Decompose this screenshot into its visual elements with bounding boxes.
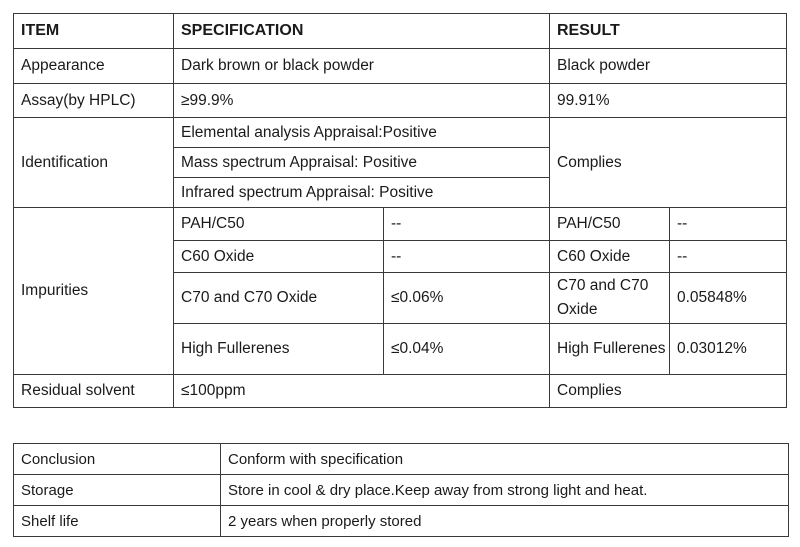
- result-value: 0.03012%: [670, 324, 787, 375]
- result-impurity-name: High Fullerenes: [550, 324, 670, 375]
- spec-value: Dark brown or black powder: [174, 49, 550, 84]
- item-label: Residual solvent: [14, 375, 174, 408]
- result-value: Complies: [550, 118, 787, 208]
- item-label: Assay(by HPLC): [14, 84, 174, 118]
- result-value: Complies: [550, 375, 787, 408]
- result-impurity-name: C60 Oxide: [550, 241, 670, 273]
- summary-value: Store in cool & dry place.Keep away from strong light and heat.: [221, 475, 789, 506]
- impurity-name: C60 Oxide: [174, 241, 384, 273]
- result-value: Black powder: [550, 49, 787, 84]
- table-row-impurity: [14, 208, 787, 241]
- table-row-assay: [14, 84, 787, 118]
- specification-table: [13, 13, 787, 408]
- item-label: Appearance: [14, 49, 174, 84]
- spec-value: Elemental analysis Appraisal:Positive: [174, 118, 550, 148]
- header-specification: SPECIFICATION: [174, 14, 550, 49]
- table-row-residual-solvent: [14, 375, 787, 408]
- summary-value: Conform with specification: [221, 444, 789, 475]
- result-value: --: [670, 241, 787, 273]
- impurity-name: C70 and C70 Oxide: [174, 273, 384, 324]
- summary-label: Conclusion: [14, 444, 221, 475]
- spec-value: ≤0.04%: [384, 324, 550, 375]
- result-impurity-name: C70 and C70 Oxide: [550, 273, 670, 324]
- result-value: 0.05848%: [670, 273, 787, 324]
- result-value: --: [670, 208, 787, 241]
- header-result: RESULT: [550, 14, 787, 49]
- summary-label: Storage: [14, 475, 221, 506]
- summary-table: [13, 443, 789, 537]
- table-row-conclusion: [14, 444, 789, 475]
- result-impurity-name: PAH/C50: [550, 208, 670, 241]
- impurity-name: High Fullerenes: [174, 324, 384, 375]
- item-label: Impurities: [14, 208, 174, 375]
- result-value: 99.91%: [550, 84, 787, 118]
- spec-value: Mass spectrum Appraisal: Positive: [174, 148, 550, 178]
- header-item: ITEM: [14, 14, 174, 49]
- impurity-name: PAH/C50: [174, 208, 384, 241]
- spec-value: Infrared spectrum Appraisal: Positive: [174, 178, 550, 208]
- table-header-row: [14, 14, 787, 49]
- spec-value: --: [384, 241, 550, 273]
- summary-value: 2 years when properly stored: [221, 506, 789, 537]
- item-label: Identification: [14, 118, 174, 208]
- spec-value: ≤0.06%: [384, 273, 550, 324]
- table-row-storage: [14, 475, 789, 506]
- spec-value: ≥99.9%: [174, 84, 550, 118]
- table-row-shelf-life: [14, 506, 789, 537]
- summary-label: Shelf life: [14, 506, 221, 537]
- spec-value: ≤100ppm: [174, 375, 550, 408]
- table-row-appearance: [14, 49, 787, 84]
- spec-value: --: [384, 208, 550, 241]
- table-row-identification: [14, 118, 787, 148]
